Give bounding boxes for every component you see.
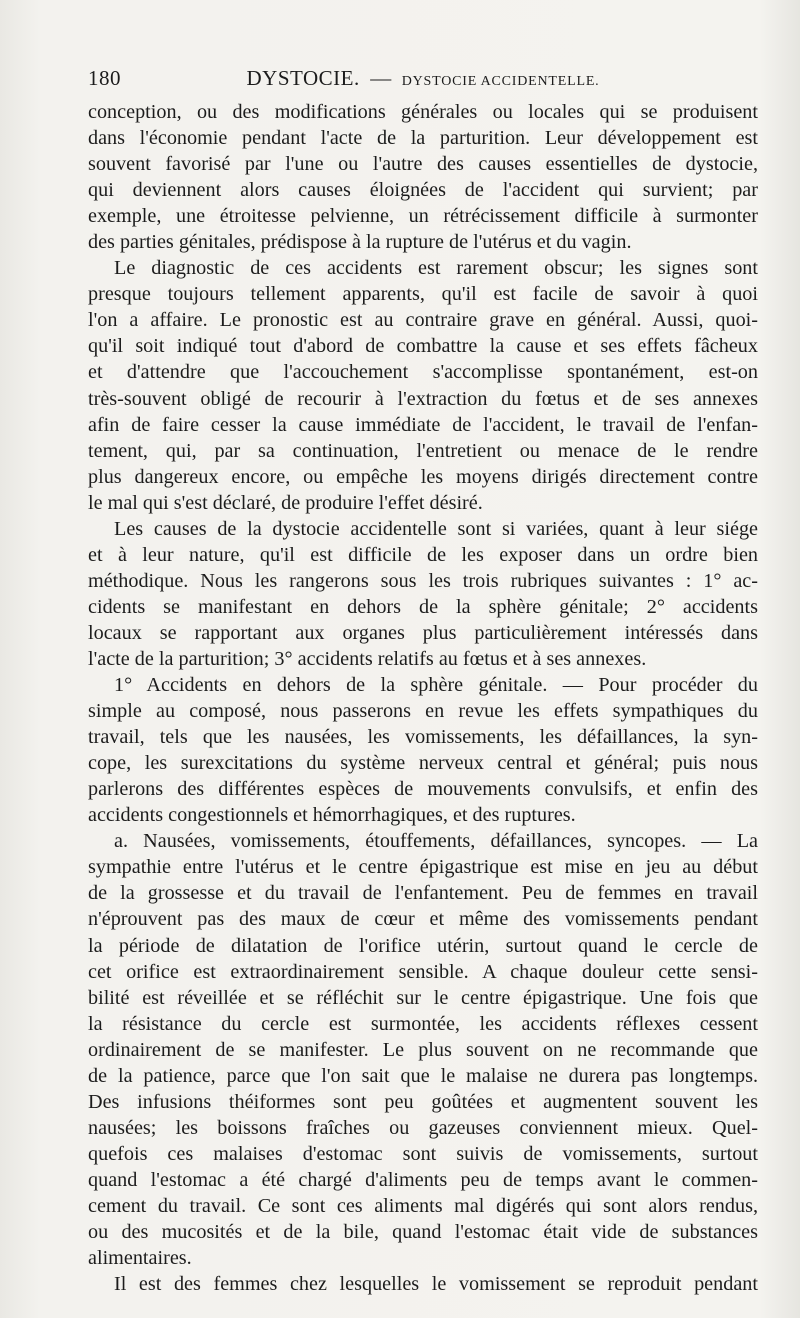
text-line: 1° Accidents en dehors de la sphère génitale. — Pour procéder du (114, 674, 758, 697)
page-number: 180 (88, 66, 121, 90)
text-line: a. Nausées, vomissements, étouffements, défaillances, syncopes. — La (114, 830, 758, 853)
text-line: travail, tels que les nausées, les vomissements, les défaillances, la syn- (88, 726, 758, 749)
text-line: cidents se manifestant en dehors de la sphère génitale; 2° accidents (88, 595, 758, 618)
text-line: Des infusions théiformes sont peu goûtées et augmentent souvent les (88, 1090, 758, 1113)
text-line: très-souvent obligé de recourir à l'extraction du fœtus et de ses annexes (88, 387, 758, 410)
text-line: nausées; les boissons fraîches ou gazeuses conviennent mieux. Quel- (88, 1116, 758, 1139)
text-line: de la patience, parce que l'on sait que le malaise ne durera pas longtemps. (88, 1064, 758, 1087)
text-line: Les causes de la dystocie accidentelle sont si variées, quant à leur siége (114, 517, 758, 540)
text-line: souvent favorisé par l'une ou l'autre des causes essentielles de dystocie, (88, 153, 758, 176)
text-line: plus dangereux encore, ou empêche les moyens dirigés directement contre (88, 465, 758, 488)
text-line: méthodique. Nous les rangerons sous les trois rubriques suivantes : 1° ac- (88, 569, 758, 592)
page-header (88, 66, 758, 96)
text-line: des parties génitales, prédispose à la rupture de l'utérus et du vagin. (88, 231, 632, 254)
text-line: locaux se rapportant aux organes plus particulièrement intéressés dans (88, 621, 758, 644)
body-text (88, 99, 758, 1297)
text-line: la période de dilatation de l'orifice utérin, surtout quand le cercle de (88, 934, 758, 957)
text-line: tement, qui, par sa continuation, l'entretient ou menace de le rendre (88, 439, 758, 462)
text-line: n'éprouvent pas des maux de cœur et même des vomissements pendant (88, 908, 758, 931)
text-line: la résistance du cercle est surmontée, les accidents réflexes cessent (88, 1012, 758, 1035)
running-head-separator: — (370, 66, 392, 90)
text-line: le mal qui s'est déclaré, de produire l'effet désiré. (88, 491, 483, 514)
text-line: cement du travail. Ce sont ces aliments mal digérés qui sont alors rendus, (88, 1194, 758, 1217)
text-line: afin de faire cesser la cause immédiate de l'accident, le travail de l'enfan- (88, 413, 758, 436)
running-head-subtitle: DYSTOCIE ACCIDENTELLE. (401, 74, 600, 89)
text-line: parlerons des différentes espèces de mouvements convulsifs, et enfin des (88, 778, 758, 801)
text-line: dans l'économie pendant l'acte de la parturition. Leur développement est (88, 127, 758, 150)
text-line: Le diagnostic de ces accidents est rarement obscur; les signes sont (114, 257, 758, 280)
text-line: conception, ou des modifications générales ou locales qui se produisent (88, 101, 758, 123)
text-line: Il est des femmes chez lesquelles le vomissement se reproduit pendant (114, 1273, 758, 1296)
text-line: bilité est réveillée et se réfléchit sur le centre épigastrique. Une fois que (88, 986, 758, 1009)
text-line: quefois ces malaises d'estomac sont suivis de vomissements, surtout (88, 1142, 758, 1165)
text-line: et à leur nature, qu'il est difficile de les exposer dans un ordre bien (88, 543, 758, 566)
text-line: ordinairement de se manifester. Le plus souvent on ne recommande que (88, 1038, 758, 1061)
text-line: cet orifice est extraordinairement sensible. A chaque douleur cette sensi- (88, 960, 758, 983)
text-line: l'acte de la parturition; 3° accidents relatifs au fœtus et à ses annexes. (88, 647, 647, 670)
text-line: cope, les surexcitations du système nerveux central et général; puis nous (88, 752, 758, 775)
text-line: quand l'estomac a été chargé d'aliments peu de temps avant le commen- (88, 1168, 758, 1191)
text-line: presque toujours tellement apparents, qu'il est facile de savoir à quoi (88, 283, 758, 306)
running-head (88, 66, 758, 91)
text-line: sympathie entre l'utérus et le centre épigastrique est mise en jeu au début (88, 856, 758, 879)
running-head-title: DYSTOCIE. (246, 66, 360, 90)
text-line: qu'il soit indiqué tout d'abord de combattre la cause et ses effets fâcheux (88, 335, 758, 358)
text-line: qui deviennent alors causes éloignées de l'accident qui survient; par (88, 179, 758, 202)
text-line: simple au composé, nous passerons en revue les effets sympathiques du (88, 700, 758, 723)
text-line: accidents congestionnels et hémorrhagiques, et des ruptures. (88, 804, 576, 827)
text-line: exemple, une étroitesse pelvienne, un rétrécissement difficile à surmonter (88, 205, 758, 228)
text-line: et d'attendre que l'accouchement s'accomplisse spontanément, est-on (88, 361, 758, 384)
text-line: alimentaires. (88, 1247, 192, 1270)
text-line: de la grossesse et du travail de l'enfantement. Peu de femmes en travail (88, 882, 758, 905)
text-line: l'on a affaire. Le pronostic est au contraire grave en général. Aussi, quoi- (88, 309, 758, 332)
text-line: ou des mucosités et de la bile, quand l'estomac était vide de substances (88, 1221, 758, 1244)
